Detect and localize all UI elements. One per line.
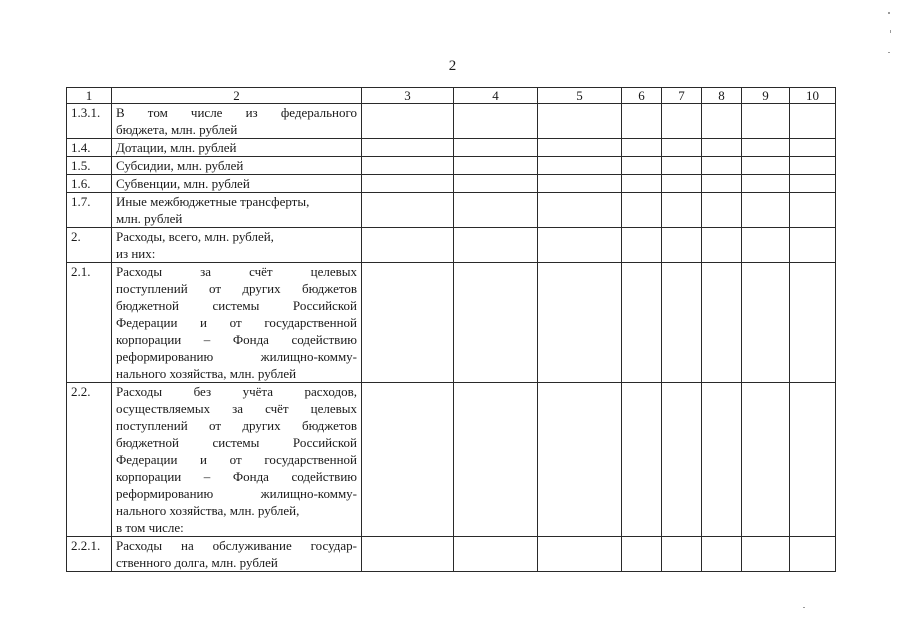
value-cell-col-8 <box>702 175 742 193</box>
value-cell-col-7 <box>662 193 702 228</box>
row-number: 1.5. <box>67 157 112 175</box>
value-cell-col-4 <box>454 175 538 193</box>
column-number-3: 3 <box>362 88 454 104</box>
value-cell-col-9 <box>742 263 790 383</box>
description-line: Дотации, млн. рублей <box>116 140 237 155</box>
value-cell-col-9 <box>742 228 790 263</box>
description-line: нального хозяйства, млн. рублей <box>116 366 297 381</box>
value-cell-col-6 <box>622 383 662 537</box>
table-row <box>67 139 836 157</box>
description-line: Расходы, всего, млн. рублей, <box>116 229 274 244</box>
column-number-2: 2 <box>112 88 362 104</box>
value-cell-col-6 <box>622 537 662 572</box>
row-description <box>112 157 362 175</box>
row-description <box>112 383 362 537</box>
value-cell-col-7 <box>662 104 702 139</box>
description-line: млн. рублей <box>116 211 183 226</box>
description-line: осуществляемых за счёт целевых <box>116 401 357 416</box>
value-cell-col-5 <box>538 104 622 139</box>
table-row <box>67 263 836 383</box>
column-number-9: 9 <box>742 88 790 104</box>
value-cell-col-5 <box>538 263 622 383</box>
description-line: Федерации и от государственной <box>116 315 357 330</box>
value-cell-col-6 <box>622 175 662 193</box>
description-line: Расходы на обслуживание государ- <box>116 538 357 553</box>
value-cell-col-8 <box>702 383 742 537</box>
description-line: реформированию жилищно-комму- <box>116 349 357 364</box>
column-number-4: 4 <box>454 88 538 104</box>
row-number: 1.4. <box>67 139 112 157</box>
table-row <box>67 157 836 175</box>
value-cell-col-5 <box>538 193 622 228</box>
description-line: поступлений от других бюджетов <box>116 281 357 296</box>
description-line: бюджетной системы Российской <box>116 298 357 313</box>
row-description <box>112 104 362 139</box>
value-cell-col-3 <box>362 157 454 175</box>
value-cell-col-3 <box>362 139 454 157</box>
column-number-10: 10 <box>790 88 836 104</box>
table-row <box>67 228 836 263</box>
value-cell-col-10 <box>790 228 836 263</box>
description-line: Иные межбюджетные трансферты, <box>116 194 310 209</box>
value-cell-col-6 <box>622 263 662 383</box>
value-cell-col-4 <box>454 104 538 139</box>
row-description <box>112 139 362 157</box>
description-line: нального хозяйства, млн. рублей, <box>116 503 300 518</box>
value-cell-col-3 <box>362 104 454 139</box>
column-number-5: 5 <box>538 88 622 104</box>
row-number: 2. <box>67 228 112 263</box>
value-cell-col-9 <box>742 193 790 228</box>
scan-speck <box>888 12 890 14</box>
value-cell-col-8 <box>702 263 742 383</box>
description-line: бюджетной системы Российской <box>116 435 357 450</box>
description-line: Расходы за счёт целевых <box>116 264 357 279</box>
value-cell-col-5 <box>538 383 622 537</box>
value-cell-col-5 <box>538 157 622 175</box>
budget-table <box>66 87 836 572</box>
value-cell-col-5 <box>538 228 622 263</box>
value-cell-col-9 <box>742 139 790 157</box>
row-description <box>112 263 362 383</box>
table-row <box>67 104 836 139</box>
value-cell-col-3 <box>362 537 454 572</box>
value-cell-col-10 <box>790 175 836 193</box>
page-number: 2 <box>448 58 457 74</box>
value-cell-col-9 <box>742 104 790 139</box>
column-number-7: 7 <box>662 88 702 104</box>
value-cell-col-4 <box>454 537 538 572</box>
value-cell-col-7 <box>662 175 702 193</box>
row-number: 2.2.1. <box>67 537 112 572</box>
table-row <box>67 383 836 537</box>
description-line: В том числе из федерального <box>116 105 357 120</box>
description-line: Федерации и от государственной <box>116 452 357 467</box>
description-line: ственного долга, млн. рублей <box>116 555 278 570</box>
description-line: корпорации – Фонда содействию <box>116 332 357 347</box>
value-cell-col-5 <box>538 175 622 193</box>
value-cell-col-4 <box>454 263 538 383</box>
value-cell-col-10 <box>790 157 836 175</box>
scan-speck <box>803 607 805 608</box>
value-cell-col-10 <box>790 263 836 383</box>
value-cell-col-4 <box>454 139 538 157</box>
table-header-row <box>67 88 836 104</box>
value-cell-col-5 <box>538 537 622 572</box>
description-line: в том числе: <box>116 520 184 535</box>
value-cell-col-3 <box>362 383 454 537</box>
description-line: Расходы без учёта расходов, <box>116 384 357 399</box>
value-cell-col-8 <box>702 193 742 228</box>
value-cell-col-5 <box>538 139 622 157</box>
value-cell-col-9 <box>742 383 790 537</box>
value-cell-col-8 <box>702 157 742 175</box>
value-cell-col-7 <box>662 263 702 383</box>
value-cell-col-7 <box>662 228 702 263</box>
value-cell-col-10 <box>790 383 836 537</box>
value-cell-col-4 <box>454 228 538 263</box>
value-cell-col-3 <box>362 263 454 383</box>
row-number: 2.1. <box>67 263 112 383</box>
value-cell-col-10 <box>790 139 836 157</box>
description-line: поступлений от других бюджетов <box>116 418 357 433</box>
value-cell-col-8 <box>702 537 742 572</box>
row-description <box>112 175 362 193</box>
value-cell-col-3 <box>362 228 454 263</box>
scan-speck <box>890 30 891 33</box>
row-description <box>112 193 362 228</box>
value-cell-col-10 <box>790 193 836 228</box>
scan-speck <box>888 52 890 53</box>
value-cell-col-8 <box>702 228 742 263</box>
table-row <box>67 193 836 228</box>
row-number: 1.3.1. <box>67 104 112 139</box>
value-cell-col-4 <box>454 383 538 537</box>
value-cell-col-10 <box>790 104 836 139</box>
value-cell-col-8 <box>702 104 742 139</box>
value-cell-col-9 <box>742 537 790 572</box>
row-description <box>112 537 362 572</box>
description-line: реформированию жилищно-комму- <box>116 486 357 501</box>
value-cell-col-6 <box>622 193 662 228</box>
value-cell-col-6 <box>622 139 662 157</box>
column-number-6: 6 <box>622 88 662 104</box>
value-cell-col-3 <box>362 193 454 228</box>
description-line: бюджета, млн. рублей <box>116 122 238 137</box>
value-cell-col-7 <box>662 383 702 537</box>
value-cell-col-7 <box>662 157 702 175</box>
value-cell-col-7 <box>662 537 702 572</box>
column-number-8: 8 <box>702 88 742 104</box>
table-row <box>67 537 836 572</box>
value-cell-col-7 <box>662 139 702 157</box>
row-number: 2.2. <box>67 383 112 537</box>
description-line: Субсидии, млн. рублей <box>116 158 244 173</box>
value-cell-col-4 <box>454 157 538 175</box>
description-line: Субвенции, млн. рублей <box>116 176 250 191</box>
value-cell-col-10 <box>790 537 836 572</box>
budget-table-body <box>67 88 836 572</box>
value-cell-col-4 <box>454 193 538 228</box>
value-cell-col-6 <box>622 104 662 139</box>
table-row <box>67 175 836 193</box>
column-number-1: 1 <box>67 88 112 104</box>
value-cell-col-6 <box>622 228 662 263</box>
value-cell-col-9 <box>742 157 790 175</box>
row-description <box>112 228 362 263</box>
row-number: 1.7. <box>67 193 112 228</box>
value-cell-col-9 <box>742 175 790 193</box>
value-cell-col-3 <box>362 175 454 193</box>
value-cell-col-8 <box>702 139 742 157</box>
row-number: 1.6. <box>67 175 112 193</box>
value-cell-col-6 <box>622 157 662 175</box>
description-line: из них: <box>116 246 156 261</box>
description-line: корпорации – Фонда содействию <box>116 469 357 484</box>
